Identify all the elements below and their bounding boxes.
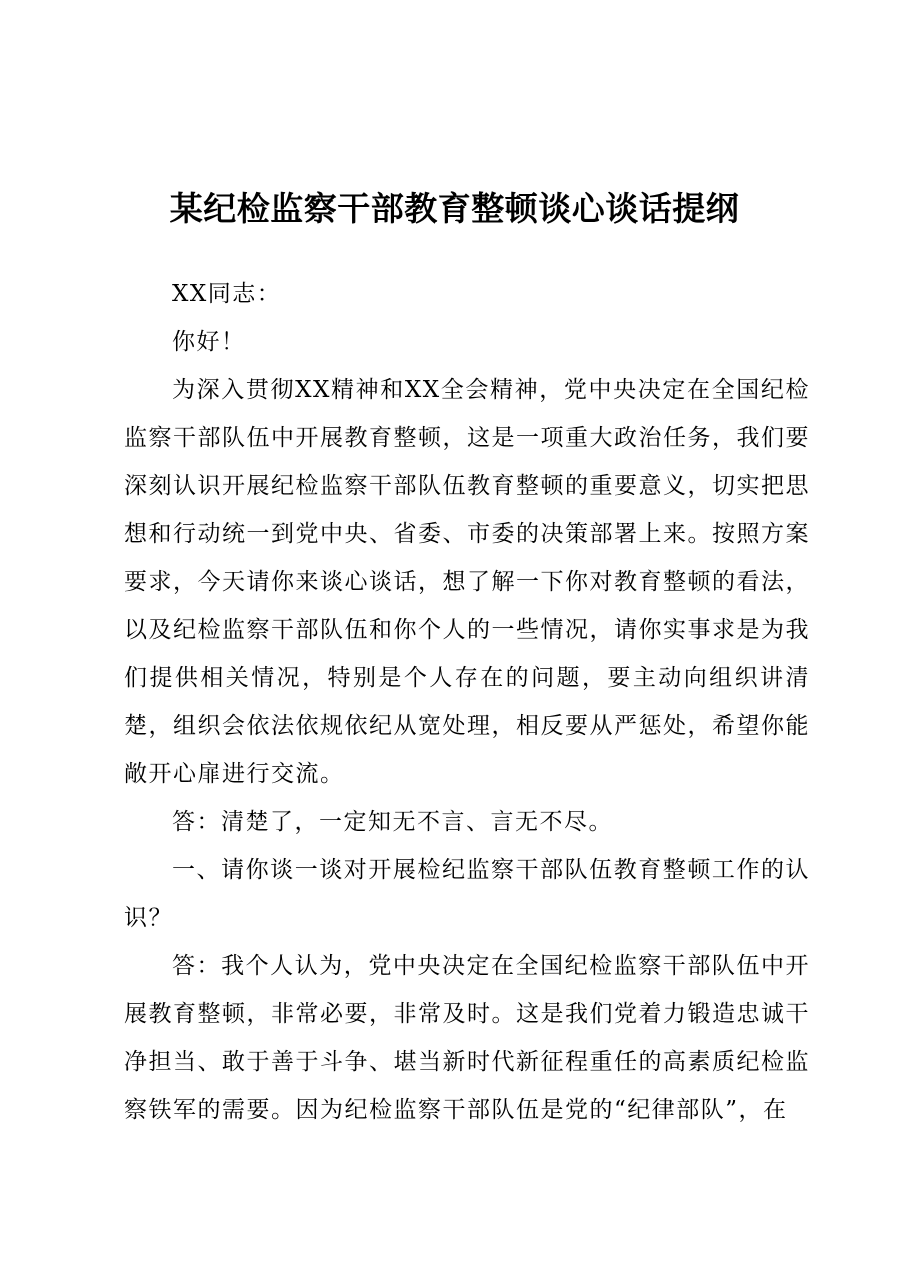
answer-paragraph: 答：清楚了，一定知无不言、言无不尽。: [172, 809, 613, 835]
document-title: 某纪检监察干部教育整顿谈心谈话提纲: [169, 189, 740, 228]
answer-paragraph: 答：我个人认为，党中央决定在全国纪检监察干部队伍中开展教育整顿，非常必要，非常及时。这是我们党着力锻造忠诚干净担当、敢于善于斗争、堪当新时代新征程重任的高素质纪检监察铁军的需要。因为纪检监察干部队伍是党的“纪律部队”，在: [124, 953, 810, 1123]
document-body: [124, 270, 810, 1134]
question-heading: 一、请你谈一谈对开展检纪监察干部队伍教育整顿工作的认识？: [124, 857, 810, 931]
intro-paragraph: 为深入贯彻XX精神和XX全会精神，党中央决定在全国纪检监察干部队伍中开展教育整顿，这是一项重大政治任务，我们要深刻认识开展纪检监察干部队伍教育整顿的重要意义，切实把思想和行动统一到党中央、省委、市委的决策部署上来。按照方案要求，今天请你来谈心谈话，想了解一下你对教育整顿的看法，以及纪检监察干部队伍和你个人的一些情况，请你实事求是为我们提供相关情况，特别是个人存在的问题，要主动向组织讲清楚，组织会依法依规依纪从宽处理，相反要从严惩处，希望你能敞开心扉进行交流。: [124, 377, 810, 787]
greeting: 你好！: [172, 329, 246, 355]
salutation: XX同志：: [172, 281, 282, 307]
